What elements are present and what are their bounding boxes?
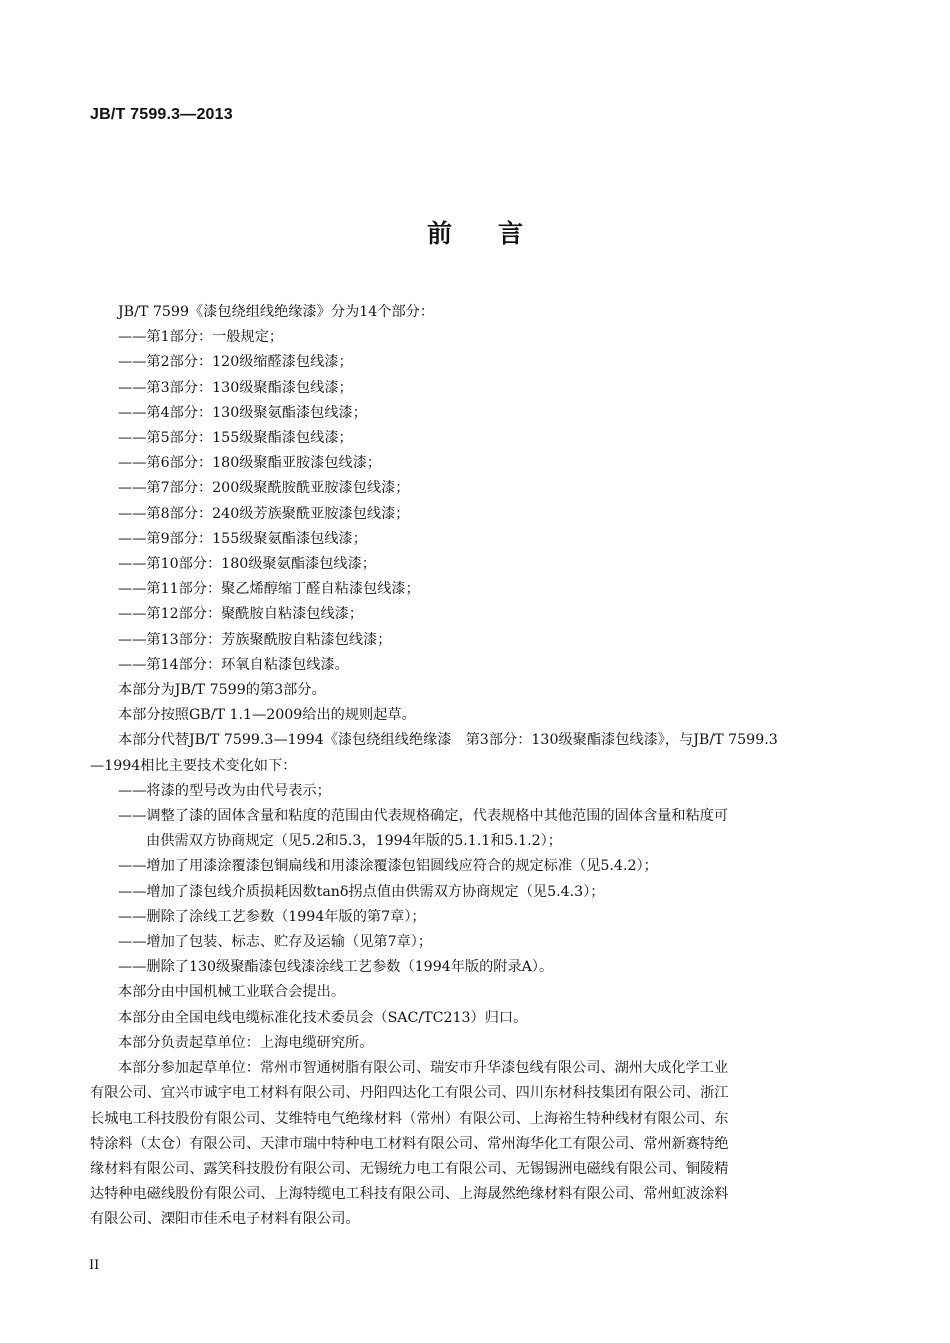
page-number: II bbox=[89, 1258, 100, 1273]
list-item: ——第3部分：130级聚酯漆包线漆； bbox=[118, 379, 353, 396]
list-item: ——第2部分：120级缩醛漆包线漆； bbox=[118, 354, 353, 371]
list-item: ——将漆的型号改为由代号表示； bbox=[118, 782, 331, 799]
participants-line: 有限公司、溧阳市佳禾电子材料有限公司。 bbox=[90, 1211, 360, 1228]
list-item-continued: 由供需双方协商规定（见5.2和5.3，1994年版的5.1.1和5.1.2）； bbox=[146, 833, 562, 850]
this-part-paragraph: 本部分为JB/T 7599的第3部分。 bbox=[118, 682, 326, 699]
list-item: ——调整了漆的固体含量和粘度的范围由代表规格确定，代表规格中其他范围的固体含量和粘度可 bbox=[118, 808, 729, 825]
participants-line: 本部分参加起草单位：常州市智通树脂有限公司、瑞安市升华漆包线有限公司、湖州大成化学工业 bbox=[118, 1060, 729, 1077]
participants-line: 达特种电磁线股份有限公司、上海特缆电工科技有限公司、上海晟然绝缘材料有限公司、常州虹波涂料 bbox=[90, 1186, 729, 1203]
page-title: 前言 bbox=[426, 219, 569, 248]
list-item: ——删除了130级聚酯漆包线漆涂线工艺参数（1994年版的附录A）。 bbox=[118, 959, 554, 976]
replaces-paragraph-continued: —1994相比主要技术变化如下： bbox=[90, 757, 297, 774]
list-item: ——增加了漆包线介质损耗因数tanδ拐点值由供需双方协商规定（见5.4.3）； bbox=[118, 883, 605, 900]
document-body bbox=[90, 300, 842, 1233]
replaces-paragraph: 本部分代替JB/T 7599.3—1994《漆包绕组线绝缘漆 第3部分：130级聚酯漆包线漆》，与JB/T 7599.3 bbox=[118, 732, 778, 749]
list-item: ——第12部分：聚酰胺自粘漆包线漆； bbox=[118, 606, 364, 623]
list-item: ——第6部分：180级聚酯亚胺漆包线漆； bbox=[118, 455, 382, 472]
list-item: ——第13部分：芳族聚酰胺自粘漆包线漆； bbox=[118, 631, 392, 648]
proposed-by-paragraph: 本部分由中国机械工业联合会提出。 bbox=[118, 984, 346, 1001]
jurisdiction-paragraph: 本部分由全国电线电缆标准化技术委员会（SAC/TC213）归口。 bbox=[118, 1009, 528, 1026]
list-item: ——第5部分：155级聚酯漆包线漆； bbox=[118, 430, 353, 447]
drafting-rule-paragraph: 本部分按照GB/T 1.1—2009给出的规则起草。 bbox=[118, 707, 416, 724]
list-item: ——第4部分：130级聚氨酯漆包线漆； bbox=[118, 404, 367, 421]
list-item: ——第1部分：一般规定； bbox=[118, 329, 284, 346]
parts-list bbox=[90, 325, 842, 678]
list-item: ——第11部分：聚乙烯醇缩丁醛自粘漆包线漆； bbox=[118, 581, 420, 598]
participants-line: 缘材料有限公司、露笑科技股份有限公司、无锡统力电工有限公司、无锡锡洲电磁线有限公司、铜陵精 bbox=[90, 1160, 729, 1177]
list-item: ——增加了用漆涂覆漆包铜扁线和用漆涂覆漆包铝圆线应符合的规定标准（见5.4.2）； bbox=[118, 858, 658, 875]
participants-line: 有限公司、宜兴市诚宇电工材料有限公司、丹阳四达化工有限公司、四川东材科技集团有限公司、浙江 bbox=[90, 1085, 729, 1102]
intro-paragraph: JB/T 7599《漆包绕组线绝缘漆》分为14个部分： bbox=[118, 304, 435, 320]
changes-list bbox=[90, 779, 842, 981]
list-item: ——第7部分：200级聚酰胺酰亚胺漆包线漆； bbox=[118, 480, 410, 497]
list-item: ——第9部分：155级聚氨酯漆包线漆； bbox=[118, 530, 367, 547]
participants-line: 特涂料（太仓）有限公司、天津市瑞中特种电工材料有限公司、常州海华化工有限公司、常州新赛特绝 bbox=[90, 1135, 729, 1152]
responsible-unit-paragraph: 本部分负责起草单位：上海电缆研究所。 bbox=[118, 1034, 374, 1051]
list-item: ——增加了包装、标志、贮存及运输（见第7章）； bbox=[118, 934, 433, 951]
list-item: ——第10部分：180级聚氨酯漆包线漆； bbox=[118, 556, 376, 573]
list-item: ——第14部分：环氧自粘漆包线漆。 bbox=[118, 656, 349, 673]
standard-code: JB/T 7599.3—2013 bbox=[90, 106, 233, 123]
list-item: ——删除了涂线工艺参数（1994年版的第7章）； bbox=[118, 908, 426, 925]
participants-line: 长城电工科技股份有限公司、艾维特电气绝缘材料（常州）有限公司、上海裕生特种线材有限公司、东 bbox=[90, 1110, 729, 1127]
participants-paragraph bbox=[90, 1056, 842, 1232]
list-item: ——第8部分：240级芳族聚酰亚胺漆包线漆； bbox=[118, 505, 410, 522]
